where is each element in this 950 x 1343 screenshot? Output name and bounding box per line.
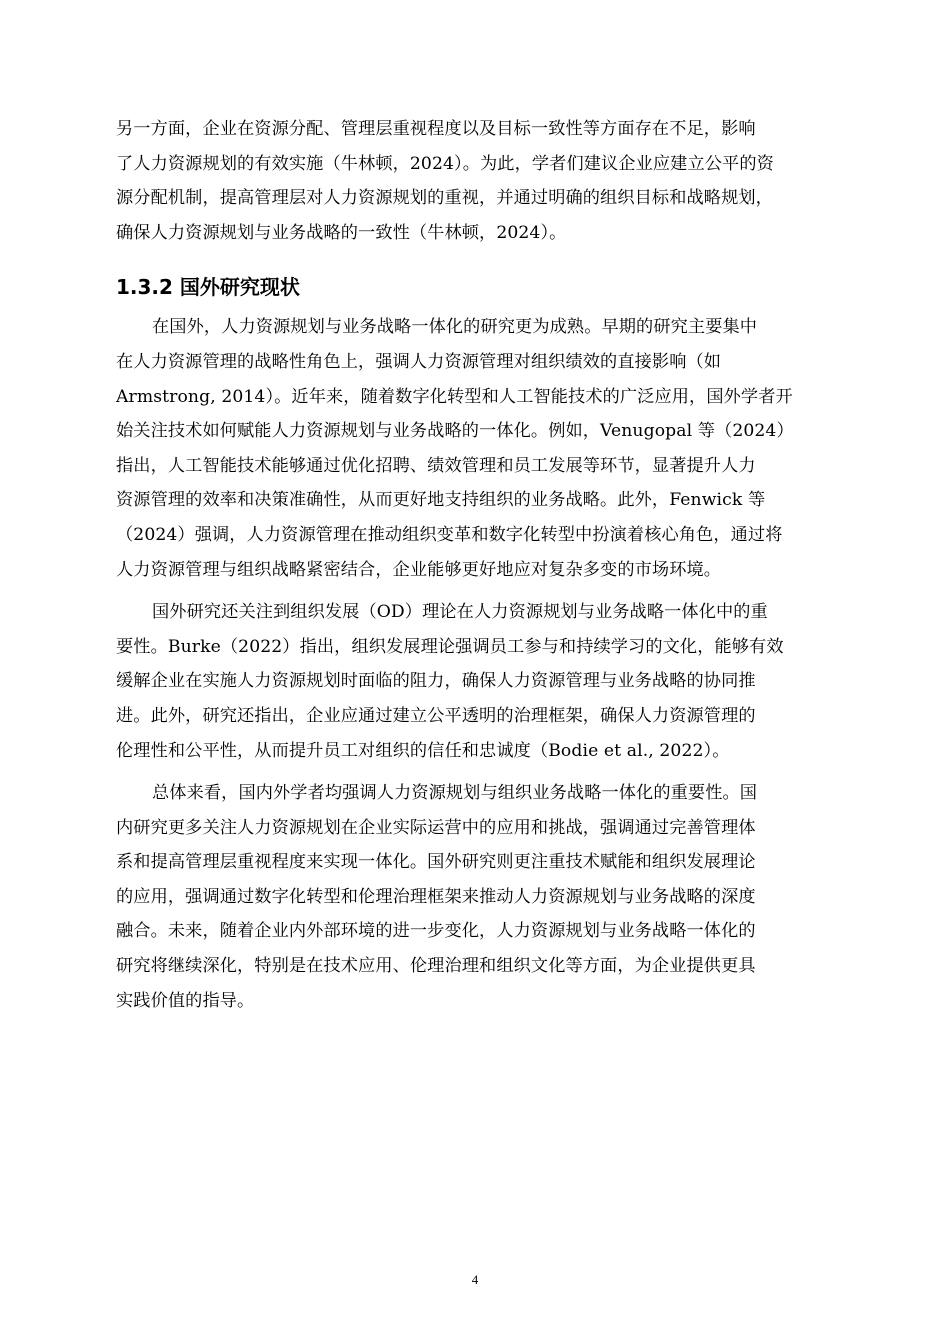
paragraph-line: 实践价值的指导。 [116,990,255,1011]
paragraph-line: 伦理性和公平性，从而提升员工对组织的信任和忠诚度（Bodie et al., 2022）。 [116,740,730,761]
paragraph-foreign-research [116,310,836,587]
document-page [116,112,836,1018]
paragraph-line: 了人力资源规划的有效实施（牛林顿，2024）。为此，学者们建议企业应建立公平的资 [116,153,774,174]
paragraph-line: 始关注技术如何赋能人力资源规划与业务战略的一体化。例如，Venugopal 等（2024） [116,421,794,442]
paragraph-line: 系和提高管理层重视程度来实现一体化。国外研究则更注重技术赋能和组织发展理论 [116,852,756,873]
paragraph-line: 确保人力资源规划与业务战略的一致性（牛林顿，2024）。 [116,222,567,243]
intro-paragraph [116,112,836,250]
paragraph-line: 资源管理的效率和决策准确性，从而更好地支持组织的业务战略。此外，Fenwick 等 [116,490,766,511]
paragraph-line: 融合。未来，随着企业内外部环境的进一步变化，人力资源规划与业务战略一体化的 [116,921,756,942]
paragraph-line: （2024）强调，人力资源管理在推动组织变革和数字化转型中扮演着核心角色，通过将 [116,524,783,545]
paragraph-line: 内研究更多关注人力资源规划在企业实际运营中的应用和挑战，强调通过完善管理体 [116,817,756,838]
paragraph-line: 研究将继续深化，特别是在技术应用、伦理治理和组织文化等方面，为企业提供更具 [116,956,756,977]
paragraph-line: 国外研究还关注到组织发展（OD）理论在人力资源规划与业务战略一体化中的重 [152,602,768,623]
paragraph-summary [116,776,836,1018]
paragraph-line: 缓解企业在实施人力资源规划时面临的阻力，确保人力资源管理与业务战略的协同推 [116,671,756,692]
paragraph-line: 指出，人工智能技术能够通过优化招聘、绩效管理和员工发展等环节，显著提升人力 [116,455,756,476]
paragraph-line: 在国外，人力资源规划与业务战略一体化的研究更为成熟。早期的研究主要集中 [152,317,758,338]
paragraph-line: Armstrong, 2014）。近年来，随着数字化转型和人工智能技术的广泛应用，国外学者开 [116,386,793,407]
paragraph-line: 另一方面，企业在资源分配、管理层重视程度以及目标一致性等方面存在不足，影响 [116,119,756,139]
page-number: 4 [471,1272,479,1287]
paragraph-line: 要性。Burke（2022）指出，组织发展理论强调员工参与和持续学习的文化，能够有效 [116,636,784,657]
paragraph-organization-development [116,595,836,768]
paragraph-line: 在人力资源管理的战略性角色上，强调人力资源管理对组织绩效的直接影响（如 [116,351,722,372]
paragraph-line: 的应用，强调通过数字化转型和伦理治理框架来推动人力资源规划与业务战略的深度 [116,886,756,907]
paragraph-line: 人力资源管理与组织战略紧密结合，企业能够更好地应对复杂多变的市场环境。 [116,559,722,580]
paragraph-line: 源分配机制，提高管理层对人力资源规划的重视，并通过明确的组织目标和战略规划， [116,188,773,209]
paragraph-line: 进。此外，研究还指出，企业应通过建立公平透明的治理框架，确保人力资源管理的 [116,705,756,726]
section-heading: 1.3.2 国外研究现状 [116,275,300,300]
paragraph-line: 总体来看，国内外学者均强调人力资源规划与组织业务战略一体化的重要性。国 [152,783,758,804]
